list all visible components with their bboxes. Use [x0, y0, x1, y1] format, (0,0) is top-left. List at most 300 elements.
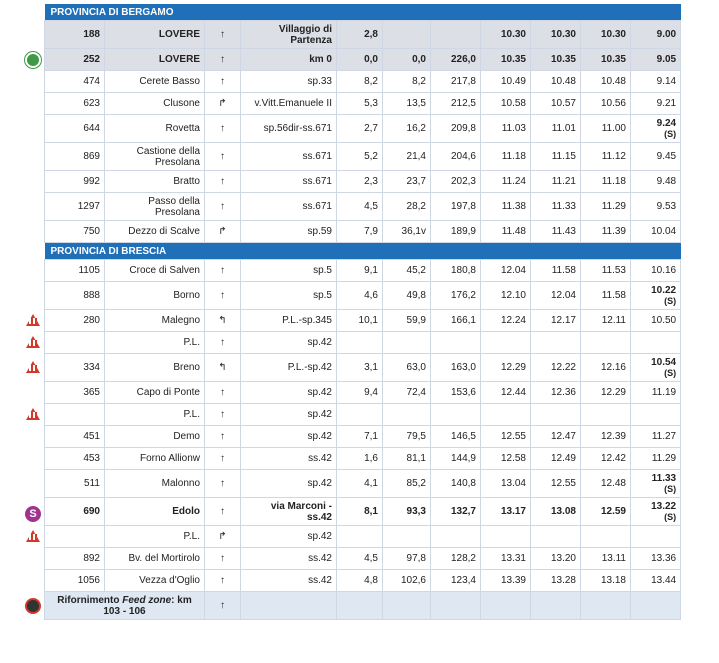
progressive-km: 8,2: [383, 71, 431, 93]
level-crossing-icon: [24, 313, 42, 331]
feed-zone-label: [45, 592, 205, 620]
level-crossing-icon: [24, 407, 42, 425]
time-3: 10.56: [581, 93, 631, 115]
remaining-km: 146,5: [431, 426, 481, 448]
time-1: [481, 332, 531, 354]
table-row: [45, 404, 681, 426]
location: Clusone: [105, 93, 205, 115]
feed-label-italic: Feed zone: [122, 594, 172, 606]
location: Bv. del Mortirolo: [105, 548, 205, 570]
progressive-km: 72,4: [383, 382, 431, 404]
location: LOVERE: [105, 49, 205, 71]
level-crossing-icon: [24, 360, 42, 378]
remaining-km: 189,9: [431, 221, 481, 243]
table-row: [45, 570, 681, 592]
time-4: 9.45: [631, 143, 681, 171]
altitude: 869: [45, 143, 105, 171]
time-4: 9.14: [631, 71, 681, 93]
table-row: [45, 282, 681, 310]
time-1: 12.55: [481, 426, 531, 448]
road: sp.42: [241, 526, 337, 548]
direction-arrow-icon: ↑: [205, 426, 241, 448]
time-1: 12.24: [481, 310, 531, 332]
table-row: [45, 221, 681, 243]
altitude: 451: [45, 426, 105, 448]
direction-arrow-icon: ↑: [205, 115, 241, 143]
location: P.L.: [105, 332, 205, 354]
altitude: 188: [45, 21, 105, 49]
time-4: [631, 282, 681, 310]
altitude: 511: [45, 470, 105, 498]
road: ss.42: [241, 448, 337, 470]
road: sp.42: [241, 404, 337, 426]
sprint-marker: (S): [664, 511, 677, 522]
progressive-km: 85,2: [383, 470, 431, 498]
section-title: PROVINCIA DI BERGAMO: [45, 4, 681, 21]
table-row: [45, 548, 681, 570]
empty-cell: [481, 592, 531, 620]
partial-km: 7,1: [337, 426, 383, 448]
partial-km: 0,0: [337, 49, 383, 71]
location: Passo della Presolana: [105, 193, 205, 221]
time-4: 9.48: [631, 171, 681, 193]
road: sp.42: [241, 332, 337, 354]
road: ss.671: [241, 143, 337, 171]
direction-arrow-icon: ↰: [205, 310, 241, 332]
partial-km: 4,6: [337, 282, 383, 310]
progressive-km: 81,1: [383, 448, 431, 470]
feed-label-text: Rifornimento: [57, 594, 123, 606]
time-2: 11.43: [531, 221, 581, 243]
table-row: [45, 470, 681, 498]
direction-arrow-icon: ↰: [205, 354, 241, 382]
time-3: 13.18: [581, 570, 631, 592]
altitude: [45, 404, 105, 426]
time-1: 13.31: [481, 548, 531, 570]
time-2: 10.30: [531, 21, 581, 49]
time-3: 11.39: [581, 221, 631, 243]
direction-arrow-icon: ↑: [205, 448, 241, 470]
time-3: 12.48: [581, 470, 631, 498]
partial-km: 4,8: [337, 570, 383, 592]
table-row: [45, 498, 681, 526]
time-3: 10.35: [581, 49, 631, 71]
remaining-km: [431, 21, 481, 49]
time-2: 12.55: [531, 470, 581, 498]
partial-km: 5,3: [337, 93, 383, 115]
remaining-km: 132,7: [431, 498, 481, 526]
progressive-km: 36,1v: [383, 221, 431, 243]
road: via Marconi - ss.42: [241, 498, 337, 526]
progressive-km: 63,0: [383, 354, 431, 382]
direction-arrow-icon: ↑: [205, 282, 241, 310]
direction-arrow-icon: ↑: [205, 470, 241, 498]
altitude: 992: [45, 171, 105, 193]
direction-arrow-icon: ↑: [205, 171, 241, 193]
road: P.L.-sp.345: [241, 310, 337, 332]
location: Demo: [105, 426, 205, 448]
altitude: 334: [45, 354, 105, 382]
time-4: 9.00: [631, 21, 681, 49]
direction-arrow-icon: ↑: [205, 260, 241, 282]
time-1: 12.58: [481, 448, 531, 470]
location: Malegno: [105, 310, 205, 332]
time-3: 13.11: [581, 548, 631, 570]
partial-km: 2,8: [337, 21, 383, 49]
partial-km: 5,2: [337, 143, 383, 171]
location: Malonno: [105, 470, 205, 498]
time-1: 12.04: [481, 260, 531, 282]
time-4: 13.44: [631, 570, 681, 592]
remaining-km: 123,4: [431, 570, 481, 592]
table-row: [45, 448, 681, 470]
direction-arrow-icon: ↑: [205, 498, 241, 526]
remaining-km: 212,5: [431, 93, 481, 115]
time-1: 10.30: [481, 21, 531, 49]
time-4: [631, 354, 681, 382]
time-2: 11.33: [531, 193, 581, 221]
time-1: [481, 404, 531, 426]
remaining-km: [431, 332, 481, 354]
progressive-km: 21,4: [383, 143, 431, 171]
remaining-km: [431, 404, 481, 426]
time-4-value: 10.22: [651, 284, 677, 296]
time-4: [631, 470, 681, 498]
section-header-brescia: [45, 243, 681, 260]
remaining-km: 140,8: [431, 470, 481, 498]
route-table-container: [44, 4, 680, 620]
direction-arrow-icon: ↑: [205, 570, 241, 592]
progressive-km: [383, 526, 431, 548]
progressive-km: 97,8: [383, 548, 431, 570]
altitude: 453: [45, 448, 105, 470]
time-4: 9.53: [631, 193, 681, 221]
time-4: [631, 526, 681, 548]
altitude: 892: [45, 548, 105, 570]
partial-km: 10,1: [337, 310, 383, 332]
time-1: 12.44: [481, 382, 531, 404]
time-3: 11.53: [581, 260, 631, 282]
road: sp.56dir-ss.671: [241, 115, 337, 143]
partial-km: 9,4: [337, 382, 383, 404]
start-row: [45, 49, 681, 71]
time-2: 11.15: [531, 143, 581, 171]
partial-km: 9,1: [337, 260, 383, 282]
departure-row: [45, 21, 681, 49]
road: sp.42: [241, 382, 337, 404]
time-1: 13.17: [481, 498, 531, 526]
time-1: 11.24: [481, 171, 531, 193]
table-row: [45, 93, 681, 115]
empty-cell: [337, 592, 383, 620]
empty-cell: [241, 592, 337, 620]
altitude: 280: [45, 310, 105, 332]
direction-arrow-icon: ↑: [205, 404, 241, 426]
remaining-km: 209,8: [431, 115, 481, 143]
road: km 0: [241, 49, 337, 71]
sprint-s-icon: S: [24, 504, 42, 522]
time-2: [531, 332, 581, 354]
section-title: PROVINCIA DI BRESCIA: [45, 243, 681, 260]
road: sp.33: [241, 71, 337, 93]
table-row: [45, 310, 681, 332]
progressive-km: 13,5: [383, 93, 431, 115]
time-2: 12.49: [531, 448, 581, 470]
time-1: 13.39: [481, 570, 531, 592]
partial-km: [337, 332, 383, 354]
road: sp.42: [241, 426, 337, 448]
time-3: 11.58: [581, 282, 631, 310]
level-crossing-icon: [24, 529, 42, 547]
time-2: 10.35: [531, 49, 581, 71]
progressive-km: 28,2: [383, 193, 431, 221]
remaining-km: 163,0: [431, 354, 481, 382]
direction-arrow-icon: ↑: [205, 21, 241, 49]
empty-cell: [383, 592, 431, 620]
time-4-value: 9.24: [656, 117, 677, 129]
location: Breno: [105, 354, 205, 382]
table-row: [45, 382, 681, 404]
direction-arrow-icon: ↑: [205, 548, 241, 570]
remaining-km: [431, 526, 481, 548]
time-4: 10.04: [631, 221, 681, 243]
sprint-marker: (S): [664, 367, 677, 378]
direction-arrow-icon: ↱: [205, 526, 241, 548]
partial-km: 7,9: [337, 221, 383, 243]
table-row: [45, 143, 681, 171]
table-row: [45, 426, 681, 448]
section-header-bergamo: [45, 4, 681, 21]
empty-cell: [631, 592, 681, 620]
time-2: 12.17: [531, 310, 581, 332]
location: Capo di Ponte: [105, 382, 205, 404]
time-2: 12.04: [531, 282, 581, 310]
road: ss.42: [241, 570, 337, 592]
time-2: 11.58: [531, 260, 581, 282]
direction-arrow-icon: ↑: [205, 332, 241, 354]
partial-km: 4,1: [337, 470, 383, 498]
time-3: [581, 332, 631, 354]
start-flag-icon: [24, 52, 42, 73]
time-3: 12.59: [581, 498, 631, 526]
location: Edolo: [105, 498, 205, 526]
location: Croce di Salven: [105, 260, 205, 282]
time-4: [631, 404, 681, 426]
empty-cell: [431, 592, 481, 620]
time-2: 10.48: [531, 71, 581, 93]
time-4: 10.50: [631, 310, 681, 332]
location: Vezza d'Oglio: [105, 570, 205, 592]
direction-arrow-icon: ↑: [205, 143, 241, 171]
altitude: 252: [45, 49, 105, 71]
time-4: 11.19: [631, 382, 681, 404]
time-2: 12.36: [531, 382, 581, 404]
partial-km: 4,5: [337, 193, 383, 221]
progressive-km: [383, 332, 431, 354]
time-1: 12.29: [481, 354, 531, 382]
table-row: [45, 526, 681, 548]
road: sp.5: [241, 282, 337, 310]
table-row: [45, 332, 681, 354]
progressive-km: [383, 21, 431, 49]
time-2: 12.47: [531, 426, 581, 448]
time-2: 13.28: [531, 570, 581, 592]
progressive-km: 93,3: [383, 498, 431, 526]
time-4: 9.05: [631, 49, 681, 71]
road: ss.671: [241, 171, 337, 193]
time-2: 13.08: [531, 498, 581, 526]
road: ss.671: [241, 193, 337, 221]
time-1: 11.03: [481, 115, 531, 143]
progressive-km: 49,8: [383, 282, 431, 310]
time-2: 13.20: [531, 548, 581, 570]
progressive-km: 79,5: [383, 426, 431, 448]
remaining-km: 153,6: [431, 382, 481, 404]
time-1: 10.35: [481, 49, 531, 71]
road: P.L.-sp.42: [241, 354, 337, 382]
road: ss.42: [241, 548, 337, 570]
time-3: 12.42: [581, 448, 631, 470]
time-1: 11.48: [481, 221, 531, 243]
time-1: 10.58: [481, 93, 531, 115]
partial-km: 2,3: [337, 171, 383, 193]
table-row: [45, 171, 681, 193]
location: Castione della Presolana: [105, 143, 205, 171]
time-4: [631, 115, 681, 143]
direction-arrow-icon: ↱: [205, 221, 241, 243]
remaining-km: 176,2: [431, 282, 481, 310]
road: sp.59: [241, 221, 337, 243]
remaining-km: 128,2: [431, 548, 481, 570]
time-3: 10.48: [581, 71, 631, 93]
time-1: 13.04: [481, 470, 531, 498]
direction-arrow-icon: ↑: [205, 49, 241, 71]
time-2: 10.57: [531, 93, 581, 115]
altitude: 750: [45, 221, 105, 243]
progressive-km: 45,2: [383, 260, 431, 282]
time-3: 11.00: [581, 115, 631, 143]
progressive-km: [383, 404, 431, 426]
progressive-km: 0,0: [383, 49, 431, 71]
time-4: 11.29: [631, 448, 681, 470]
feed-zone-icon: [24, 598, 42, 619]
time-3: 11.12: [581, 143, 631, 171]
time-4: [631, 332, 681, 354]
time-2: [531, 404, 581, 426]
level-crossing-icon: [24, 335, 42, 353]
progressive-km: 23,7: [383, 171, 431, 193]
altitude: 623: [45, 93, 105, 115]
location: Dezzo di Scalve: [105, 221, 205, 243]
table-row: [45, 71, 681, 93]
location: LOVERE: [105, 21, 205, 49]
altitude: [45, 526, 105, 548]
progressive-km: 16,2: [383, 115, 431, 143]
road: sp.42: [241, 470, 337, 498]
remaining-km: 204,6: [431, 143, 481, 171]
road: sp.5: [241, 260, 337, 282]
empty-cell: [531, 592, 581, 620]
direction-arrow-icon: ↑: [205, 193, 241, 221]
altitude: 365: [45, 382, 105, 404]
road: v.Vitt.Emanuele II: [241, 93, 337, 115]
time-1: 12.10: [481, 282, 531, 310]
time-3: 12.16: [581, 354, 631, 382]
time-4: 9.21: [631, 93, 681, 115]
location: P.L.: [105, 404, 205, 426]
altitude: [45, 332, 105, 354]
time-3: [581, 526, 631, 548]
time-3: 10.30: [581, 21, 631, 49]
time-3: 12.39: [581, 426, 631, 448]
altitude: 1105: [45, 260, 105, 282]
time-3: 11.18: [581, 171, 631, 193]
location: P.L.: [105, 526, 205, 548]
time-3: 12.11: [581, 310, 631, 332]
feed-zone-row: [45, 592, 681, 620]
table-row: [45, 193, 681, 221]
partial-km: 3,1: [337, 354, 383, 382]
altitude: 1297: [45, 193, 105, 221]
direction-arrow-icon: ↑: [205, 382, 241, 404]
altitude: 888: [45, 282, 105, 310]
sprint-marker: (S): [664, 483, 677, 494]
time-2: 12.22: [531, 354, 581, 382]
time-2: 11.21: [531, 171, 581, 193]
partial-km: [337, 526, 383, 548]
partial-km: 2,7: [337, 115, 383, 143]
remaining-km: 226,0: [431, 49, 481, 71]
time-1: [481, 526, 531, 548]
partial-km: 8,1: [337, 498, 383, 526]
table-row: [45, 260, 681, 282]
time-1: 10.49: [481, 71, 531, 93]
progressive-km: 102,6: [383, 570, 431, 592]
remaining-km: 166,1: [431, 310, 481, 332]
time-3: [581, 404, 631, 426]
progressive-km: 59,9: [383, 310, 431, 332]
time-1: 11.38: [481, 193, 531, 221]
road: Villaggio di Partenza: [241, 21, 337, 49]
time-1: 11.18: [481, 143, 531, 171]
table-row: [45, 115, 681, 143]
time-4: 13.36: [631, 548, 681, 570]
time-4-value: 13.22: [651, 500, 677, 512]
sprint-marker: (S): [664, 128, 677, 139]
direction-arrow-icon: ↑: [205, 592, 241, 620]
direction-arrow-icon: ↱: [205, 93, 241, 115]
location: Rovetta: [105, 115, 205, 143]
table-row: [45, 354, 681, 382]
remaining-km: 144,9: [431, 448, 481, 470]
time-4-value: 10.54: [651, 356, 677, 368]
time-2: 11.01: [531, 115, 581, 143]
remaining-km: 180,8: [431, 260, 481, 282]
time-4-value: 11.33: [651, 472, 677, 484]
remaining-km: 197,8: [431, 193, 481, 221]
time-4: [631, 498, 681, 526]
location: Cerete Basso: [105, 71, 205, 93]
location: Forno Allionw: [105, 448, 205, 470]
route-timetable: [44, 4, 681, 620]
location: Bratto: [105, 171, 205, 193]
altitude: 690: [45, 498, 105, 526]
altitude: 644: [45, 115, 105, 143]
time-4: 11.27: [631, 426, 681, 448]
altitude: 1056: [45, 570, 105, 592]
altitude: 474: [45, 71, 105, 93]
empty-cell: [581, 592, 631, 620]
